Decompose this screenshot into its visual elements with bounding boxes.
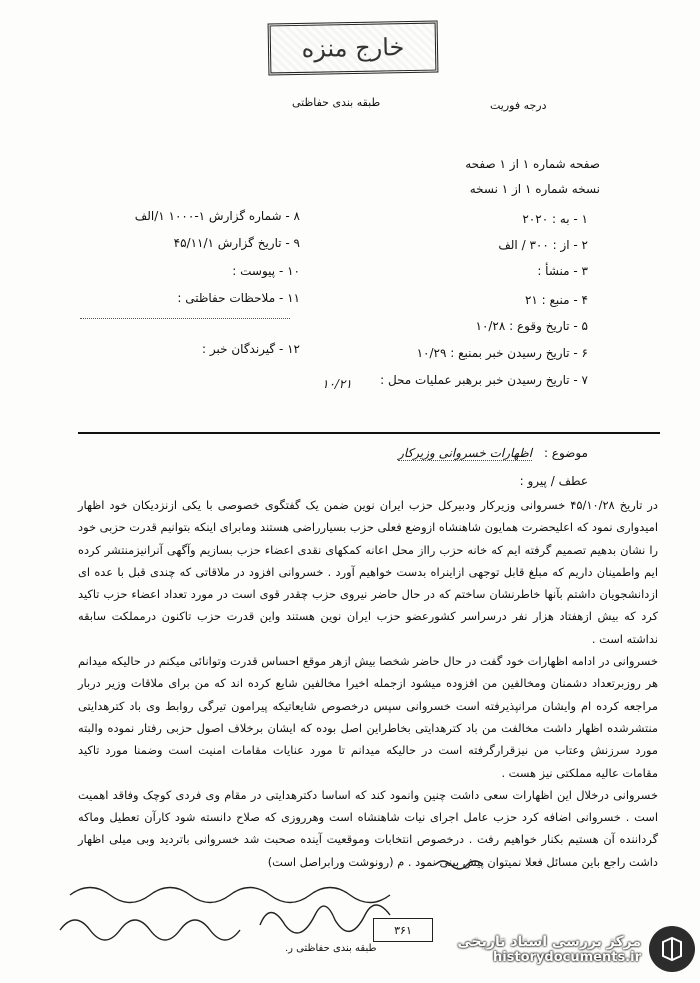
receipt-date-field: ۶ - تاریخ رسیدن خبر بمنبع : ۱۰/۲۹ — [416, 346, 588, 360]
report-number-field: ۸ - شماره گزارش ۱-۱۰۰۰ ۱/الف — [134, 209, 300, 223]
bottom-number: ۳۶۱ — [394, 923, 412, 937]
confidential-stamp — [268, 21, 439, 76]
bottom-classification-label: طبقه بندی حفاظتی ر. — [285, 943, 377, 954]
reference-label: عطف / پیرو : — [519, 474, 588, 488]
receipt-ops-date-field: ۷ - تاریخ رسیدن خبر برهبر عملیات محل : — [380, 373, 588, 387]
watermark-persian: مرکز بررسی اسناد تاریخی — [457, 933, 641, 950]
watermark-text — [457, 934, 641, 965]
subject-row — [188, 446, 588, 460]
to-field: ۱ - به : ۲۰۲۰ — [522, 212, 588, 226]
stamp-text: خارج منزه — [301, 33, 405, 63]
watermark — [415, 920, 695, 978]
attachment-field: ۱۰ - پیوست : — [232, 264, 300, 278]
report-body — [78, 494, 658, 873]
source-field: ۴ - منبع : ۲۱ — [524, 293, 588, 307]
history-documents-logo-icon — [649, 926, 695, 972]
body-paragraph-2: خسروانی در ادامه اظهارات خود گفت در حال حاضر شخصا بیش ازهر موقع احساس قدرت وتوانائی میکنم در حالیکه میدانم هر روزبرتعداد دشمنان ومخالفین من افزوده میشود ازجمله اخیرا مخالفین شایع کرده اند که من برای ملاقات وزیر دربار مراجعه کرده ام وایشان مرانپذیرفته است خسروانی سپس درخصوص شایعاتیکه پیرامون تیرگی روابط وی باد کترهدایتی منتشرشده اظهار داشت مخالفت من باد کترهدایتی بخاطراین اصل بوده که ایشان برخلاف اصول حزبی رفتار نموده والبته مورد سرزنش وعتاب من نیزقرارگرفته است در حالیکه میدانم تا مورد عنایات مقامات امنیت است وضمنا مورد تاکید مقامات عالیه مملکتی نیز هست . — [78, 654, 658, 780]
copy-number-field: نسخه شماره ۱ از ۱ نسخه — [469, 182, 600, 196]
body-paragraph-1: در تاریخ ۴۵/۱۰/۲۸ خسروانی وزیرکار ودبیرکل حزب ایران نوین ضمن یک گفتگوی خصوصی با یکی ازنزدیکان خود اظهار امیدواری نمود که اعلیحضرت همایون شاهنشاه ازوضع فعلی حزب بسیارراضی هستند ومابرای اینکه بتوانیم قدرت حزبی خود را نشان بدهیم تصمیم گرفته ایم که خانه حزب رااز محل اعانه کمکهای نقدی اعضاء حزب بسازیم وآگهی آنرانیزمنتشر کرده ایم واطمینان داریم که مبلغ قابل توجهی ازاینراه بدست خواهیم آورد . خسروانی افزود در ملاقاتی که چندی قبل با عده ای ازدانشجویان داشتم بآنها خاطرنشان ساختم که در حال حاضر نیروی حزب چقدر قوی است در مورد تعداد اعضاء حزب تاکید کرد که بیش ازهفتاد هزار نفر درسراسر کشورعضو حزب ایران نوین هستند واین قدرت حزب تاکنون درمملکت سابقه نداشته است . — [78, 498, 658, 646]
from-field: ۲ - از : ۳۰۰ / الف — [498, 238, 588, 252]
page-number-field: صفحه شماره ۱ از ۱ صفحه — [465, 157, 600, 171]
remarks-field: ۱۱ - ملاحظات حفاظتی : — [177, 291, 300, 305]
origin-field: ۳ - منشأ : — [537, 264, 588, 278]
divider-line — [78, 432, 660, 434]
subject-label: موضوع : — [543, 446, 588, 460]
priority-label: درجه فوریت — [490, 99, 547, 112]
recipients-field: ۱۲ - گیرندگان خبر : — [202, 342, 300, 356]
subject-value: اظهارات خسروانی وزیرکار — [398, 446, 533, 460]
report-date-field: ۹ - تاریخ گزارش ۴۵/۱۱/۱ — [173, 236, 300, 250]
handwritten-date: ۱۰/۲۱ — [322, 377, 352, 391]
body-paragraph-3: خسروانی درخلال این اظهارات سعی داشت چنین وانمود کند که اساسا دکترهدایتی در مقام وی فردی کوچک وفاقد اهمیت است . خسروانی اضافه کرد حزب عامل اجرای نیات شاهنشاه است وهرروزی که صلاح دانسته شود کارآن تعطیل وماکه گرداننده آن هستیم بکنار خواهیم رفت . درخصوص انتخابات وموقعیت آینده صحبت شد خسروانی باتردید وبی میلی اظهار داشت راجع باین مسائل فعلا نمیتوان پیش بینی نمود . م (رونوشت ورابراصل است) — [78, 787, 658, 869]
classification-label: طبقه بندی حفاظتی — [292, 96, 381, 109]
remarks-line — [80, 318, 290, 319]
watermark-url: historydocuments.ir — [492, 949, 641, 965]
event-date-field: ۵ - تاریخ وقوع : ۱۰/۲۸ — [475, 319, 588, 333]
